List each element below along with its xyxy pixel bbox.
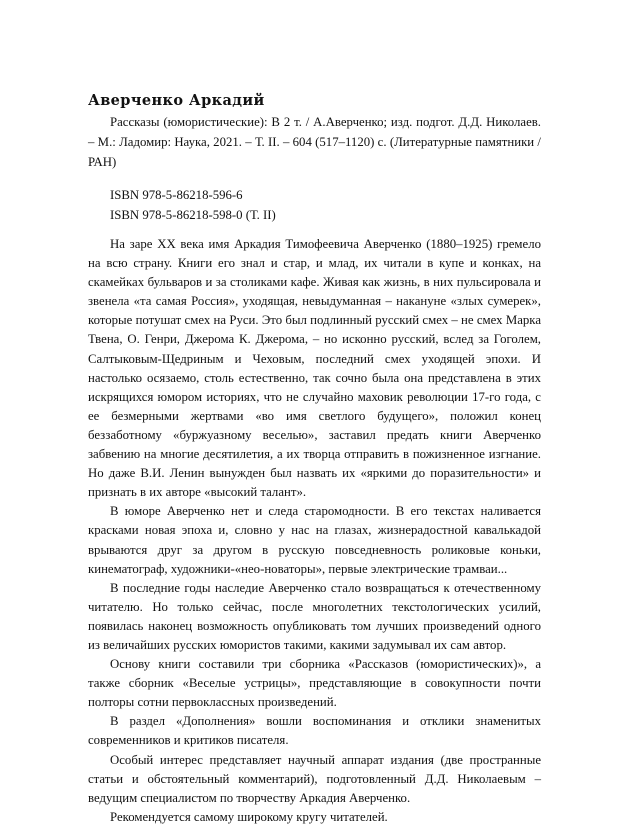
annotation-page [88, 92, 541, 827]
bibliographic-record: Рассказы (юмористические): В 2 т. / А.Аверченко; изд. подгот. Д.Д. Николаев. – М.: Ладомир: Наука, 2021. – Т. II. – 604 (517–1120) с. (Литературные памятники / РАН) [88, 115, 541, 169]
paragraph-intro: На заре XX века имя Аркадия Тимофеевича Аверченко (1880–1925) гремело на всю страну. Книги его знал и стар, и млад, их читали в купе и конках, на скамейках бульваров и за столиками кафе. Живая как жизнь, в них пульсировала и звенела «та самая Россия», уходящая, невыдуманная – накануне «злых сумерек», которые потушат смех на Руси. Это был подлинный русский смех – не смех Марка Твена, О. Генри, Джерома К. Джерома, – но исконно русский, вслед за Гоголем, Салтыковым-Щедриным и Чеховым, последний смех уходящей эпохи. И настолько осязаемо, столь естественно, так сочно была она представлена в этих искрящихся юмором историях, что не случайно маховик революции 17-го года, с ее безмерными жертвами «во имя светлого будущего», положил конец беззаботному «буржуазному веселью», заставил предать книги Аверченко забвению на многие десятилетия, а их творца отправить в пожизненное изгнание. Но даже В.И. Ленин вынужден был назвать их «яркими до поразительности» и признать в их авторе «высокий талант». [88, 237, 541, 500]
paragraph-supplements: В раздел «Дополнения» вошли воспоминания и отклики знаменитых современников и критиков писателя. [88, 714, 541, 748]
annotation-text [88, 235, 541, 827]
paragraph-recommendation: Рекомендуется самому широкому кругу читателей. [110, 809, 388, 824]
paragraph-apparatus: Особый интерес представляет научный аппарат издания (две пространные статьи и обстоятельный комментарий), подготовленный Д.Д. Николаевым – ведущим специалистом по творчеству Аркадия Аверченко. [88, 752, 541, 805]
isbn-volume: ISBN 978-5-86218-598-0 (Т. II) [110, 208, 276, 222]
isbn-block [88, 185, 541, 225]
author-name: Аверченко Аркадий [88, 92, 265, 109]
paragraph-contents: Основу книги составили три сборника «Рассказов (юмористических)», а также сборник «Веселые устрицы», представляющие в совокупности почти полторы сотни первоклассных произведений. [88, 657, 541, 710]
paragraph-humor: В юморе Аверченко нет и следа старомодности. В его текстах наливается красками новая эпоха и, словно у нас на глазах, жизнерадостной кавалькадой врываются друг за другом в русскую повседневность роликовые коньки, кинематограф, художники-«нео-новаторы», первые электрические трамваи... [88, 504, 541, 576]
isbn-set: ISBN 978-5-86218-596-6 [110, 188, 243, 202]
paragraph-legacy: В последние годы наследие Аверченко стало возвращаться к отечественному читателю. Но только сейчас, после многолетних текстологических усилий, появилась наконец возможность опубликовать том лучших произведений одного из величайших русских юмористов такими, какими задумывал их сам автор. [88, 580, 541, 652]
